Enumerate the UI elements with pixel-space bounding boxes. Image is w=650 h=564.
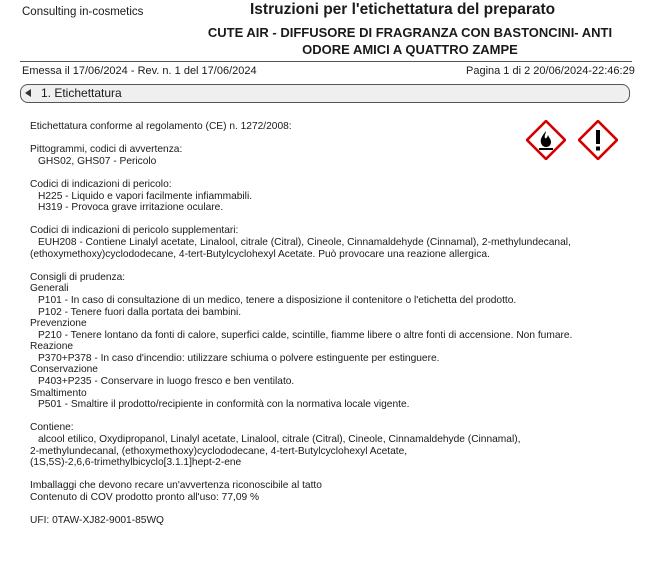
hazard-heading: Codici di indicazioni di pericolo: <box>30 178 172 190</box>
precaution-p403: P403+P235 - Conservare in luogo fresco e ben ventilato. <box>38 376 295 388</box>
section-title: 1. Etichettatura <box>41 86 122 100</box>
precaution-category-reaction: Reazione <box>30 341 74 353</box>
precaution-category-disposal: Smaltimento <box>30 387 87 399</box>
precaution-heading: Consigli di prudenza: <box>30 271 126 283</box>
page-info: Pagina 1 di 2 20/06/2024-22:46:29 <box>466 65 635 77</box>
company-name: Consulting in-cosmetics <box>22 6 144 18</box>
precaution-p101: P101 - In caso di consultazione di un medico, tenere a disposizione il contenitore o l'etichetta del prodotto. <box>38 294 517 306</box>
contains-heading: Contiene: <box>30 422 74 434</box>
contains-list-cont: (1S,5S)-2,6,6-trimethylbicyclo[3.1.1]hept-2-ene <box>30 457 242 469</box>
precaution-p370: P370+P378 - In caso d'incendio: utilizzare schiuma o polvere estinguente per estinguere. <box>38 352 440 364</box>
product-name: CUTE AIR - DIFFUSORE DI FRAGRANZA CON BASTONCINI- ANTI ODORE AMICI A QUATTRO ZAMPE <box>207 25 613 57</box>
contains-list-cont: 2-methylundecanal, (ethoxymethoxy)cyclododecane, 4-tert-Butylcyclohexyl Acetate, <box>30 445 408 457</box>
precaution-p210: P210 - Tenere lontano da fonti di calore, superfici calde, scintille, fiamme libere o altre fonti di accensione. Non fumare. <box>38 329 573 341</box>
section-header <box>20 84 630 103</box>
regulation-text: Etichettatura conforme al regolamento (CE) n. 1272/2008: <box>30 121 292 132</box>
header-divider <box>20 61 632 62</box>
precaution-category-prevention: Prevenzione <box>30 318 87 330</box>
precaution-category-storage: Conservazione <box>30 364 98 376</box>
packaging-note: Imballaggi che devono recare un'avvertenza riconoscibile al tatto <box>30 480 322 492</box>
collapse-arrow-icon <box>25 89 31 97</box>
supplementary-heading: Codici di indicazioni di pericolo supplementari: <box>30 225 239 237</box>
supplementary-statement-cont: (ethoxymethoxy)cyclododecane, 4-tert-Butylcyclohexyl Acetate. Può provocare una reazione allergica. <box>30 248 490 260</box>
precaution-category-general: Generali <box>30 283 69 295</box>
document-title: Istruzioni per l'etichettatura del preparato <box>250 1 556 18</box>
pictogram-heading: Pittogrammi, codici di avvertenza: <box>30 144 183 156</box>
labelling-content <box>30 121 620 527</box>
issue-info: Emessa il 17/06/2024 - Rev. n. 1 del 17/06/2024 <box>22 65 257 77</box>
hazard-statement: H319 - Provoca grave irritazione oculare. <box>38 202 224 214</box>
ufi-code: UFI: 0TAW-XJ82-9001-85WQ <box>30 515 164 527</box>
supplementary-statement: EUH208 - Contiene Linalyl acetate, Linalool, citrale (Citral), Cineole, Cinnamaldehyde (Cinnamal), 2-methylundecanal, <box>38 236 571 248</box>
precaution-p501: P501 - Smaltire il prodotto/recipiente in conformità con la normativa locale vigente. <box>38 399 410 411</box>
voc-content: Contenuto di COV prodotto pronto all'uso: 77,09 % <box>30 492 260 503</box>
contains-list: alcool etilico, Oxydipropanol, Linalyl acetate, Linalool, citrale (Citral), Cineole, Cinnamaldehyde (Cinnamal), <box>38 434 521 446</box>
pictogram-codes: GHS02, GHS07 - Pericolo <box>38 155 157 167</box>
hazard-statement: H225 - Liquido e vapori facilmente infiammabili. <box>38 190 253 202</box>
precaution-p102: P102 - Tenere fuori dalla portata dei bambini. <box>38 306 242 318</box>
